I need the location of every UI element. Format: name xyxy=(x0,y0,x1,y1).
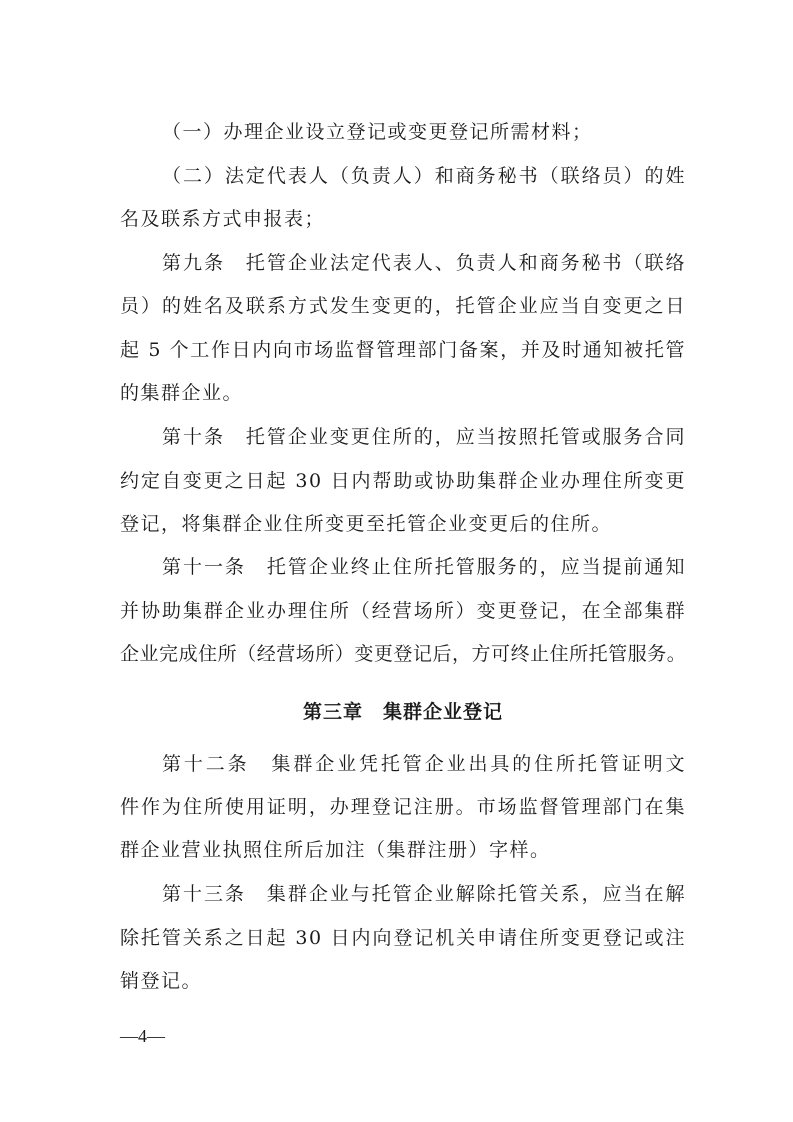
chapter-heading: 第三章 集群企业登记 xyxy=(302,701,503,723)
article-10-text: 登记，将集群企业住所变更至托管企业变更后的住所。 xyxy=(120,513,613,535)
page-number: —4— xyxy=(120,1026,165,1046)
article-13-text: 第十三条 集群企业与托管企业解除托管关系，应当在解 xyxy=(162,883,686,905)
article-13-text: 除托管关系之日起 30 日内向登记机关申请住所变更登记或注 xyxy=(120,927,686,949)
article-13-text: 销登记。 xyxy=(120,970,203,992)
article-11-text: 企业完成住所（经营场所）变更登记后，方可终止住所托管服务。 xyxy=(120,643,686,665)
article-9-text: 员）的姓名及联系方式发生变更的，托管企业应当自变更之日 xyxy=(120,295,686,317)
paragraph-text: 名及联系方式申报表； xyxy=(120,208,326,230)
article-9-text: 的集群企业。 xyxy=(120,382,244,404)
article-11-text: 并协助集群企业办理住所（经营场所）变更登记，在全部集群 xyxy=(120,600,686,622)
article-10-text: 约定自变更之日起 30 日内帮助或协助集群企业办理住所变更 xyxy=(120,470,686,492)
article-12-text: 第十二条 集群企业凭托管企业出具的住所托管证明文 xyxy=(162,753,686,775)
article-9-text: 起 5 个工作日内向市场监督管理部门备案，并及时通知被托管 xyxy=(120,339,686,361)
article-10-text: 第十条 托管企业变更住所的，应当按照托管或服务合同 xyxy=(162,426,686,448)
paragraph-text: （一）办理企业设立登记或变更登记所需材料； xyxy=(162,121,593,143)
article-12-text: 件作为住所使用证明，办理登记注册。市场监督管理部门在集 xyxy=(120,796,686,818)
article-9-text: 第九条 托管企业法定代表人、负责人和商务秘书（联络 xyxy=(162,252,686,274)
article-11-text: 第十一条 托管企业终止住所托管服务的，应当提前通知 xyxy=(162,556,686,578)
article-12-text: 群企业营业执照住所后加注（集群注册）字样。 xyxy=(120,839,551,861)
paragraph-text: （二）法定代表人（负责人）和商务秘书（联络员）的姓 xyxy=(162,165,686,187)
